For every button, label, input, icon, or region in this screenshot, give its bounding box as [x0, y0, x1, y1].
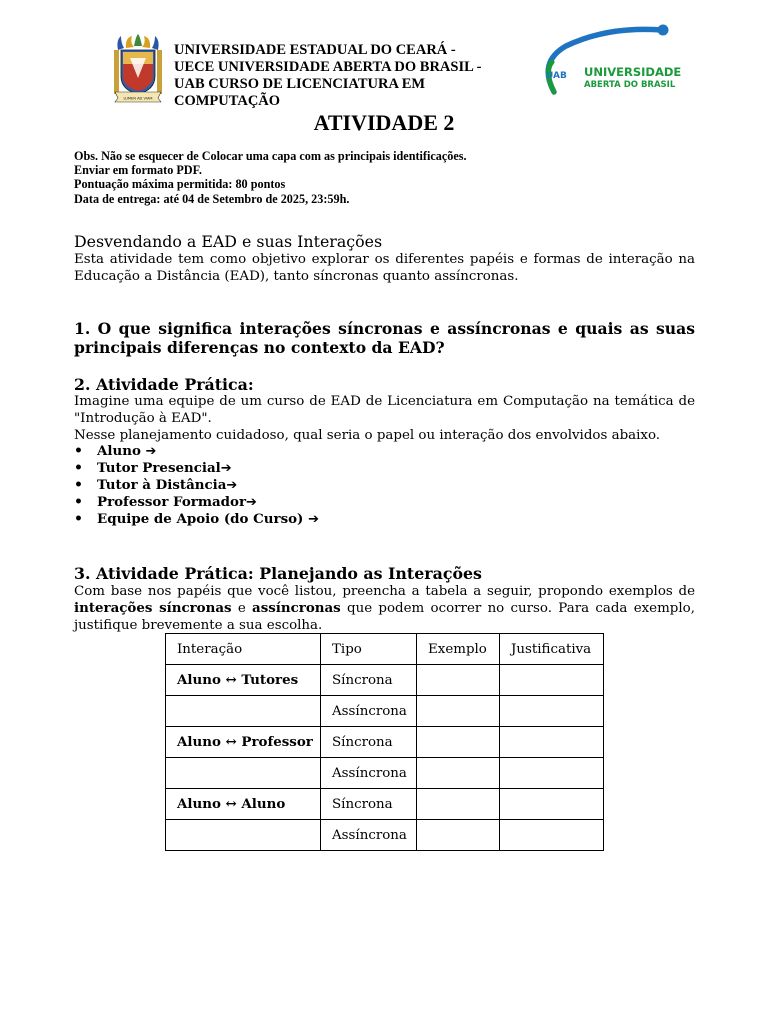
university-name-line: UAB CURSO DE LICENCIATURA EM — [174, 76, 426, 92]
instructions-notes — [74, 149, 467, 206]
question-2-text-line1: Imagine uma equipe de um curso de EAD de Licenciatura em Computação na temática de "Introdução à EAD". — [74, 394, 695, 426]
arrow-right-icon: ➔ — [226, 478, 238, 493]
table-cell-exemplo[interactable] — [417, 696, 500, 727]
question-2-heading: 2. Atividade Prática: — [74, 375, 254, 394]
table-header-row — [166, 634, 604, 665]
list-item: • Professor Formador➔ — [74, 494, 319, 511]
list-item: • Tutor Presencial➔ — [74, 460, 319, 477]
table-cell-exemplo[interactable] — [417, 665, 500, 696]
table-cell: Assíncrona — [321, 820, 417, 851]
interactions-table — [165, 633, 604, 851]
table-header-cell: Exemplo — [417, 634, 500, 665]
uab-logo-line2: ABERTA DO BRASIL — [584, 80, 676, 90]
question-2-text — [74, 393, 695, 444]
table-row — [166, 665, 604, 696]
list-item: • Aluno ➔ — [74, 443, 319, 460]
table-row — [166, 758, 604, 789]
table-cell-exemplo[interactable] — [417, 789, 500, 820]
table-cell-justificativa[interactable] — [500, 665, 604, 696]
arrow-right-icon: ➔ — [308, 512, 319, 527]
table-cell-justificativa[interactable] — [500, 696, 604, 727]
table-cell-justificativa[interactable] — [500, 758, 604, 789]
university-name — [174, 42, 524, 110]
arrow-right-icon: ➔ — [145, 444, 157, 459]
note-line: Data de entrega: até 04 de Setembro de 2025, 23:59h. — [74, 191, 350, 206]
table-row — [166, 789, 604, 820]
list-item: • Tutor à Distância➔ — [74, 477, 319, 494]
uab-logo — [538, 22, 688, 104]
list-item: • Equipe de Apoio (do Curso) ➔ — [74, 511, 319, 528]
table-cell — [166, 758, 321, 789]
table-header-cell: Justificativa — [500, 634, 604, 665]
table-cell-exemplo[interactable] — [417, 758, 500, 789]
note-line: Enviar em formato PDF. — [74, 163, 202, 178]
roles-list — [74, 443, 319, 528]
table-row — [166, 727, 604, 758]
intro-text: Esta atividade tem como objetivo explorar os diferentes papéis e formas de interação na Educação a Distância (EAD), tanto síncronas quanto assíncronas. — [74, 252, 695, 284]
arrow-right-icon: ➔ — [246, 495, 257, 510]
table-cell: Aluno ↔ Aluno — [166, 789, 321, 820]
table-cell: Aluno ↔ Professor — [166, 727, 321, 758]
table-cell-exemplo[interactable] — [417, 820, 500, 851]
page-title: ATIVIDADE 2 — [313, 110, 455, 135]
uab-logo-line1: UNIVERSIDADE — [584, 65, 682, 79]
table-cell-justificativa[interactable] — [500, 789, 604, 820]
table-cell: Síncrona — [321, 665, 417, 696]
table-cell: Síncrona — [321, 727, 417, 758]
question-1: 1. O que significa interações síncronas e assíncronas e quais as suas principais diferenças no contexto da EAD? — [74, 319, 695, 357]
question-3-heading: 3. Atividade Prática: Planejando as Interações — [74, 564, 482, 583]
table-cell — [166, 820, 321, 851]
table-cell-justificativa[interactable] — [500, 820, 604, 851]
uece-crest-logo — [112, 34, 164, 104]
university-name-line: UNIVERSIDADE ESTADUAL DO CEARÁ - — [174, 42, 456, 58]
table-cell-justificativa[interactable] — [500, 727, 604, 758]
note-line: Pontuação máxima permitida: 80 pontos — [74, 177, 286, 192]
question-3-text: Com base nos papéis que você listou, preencha a tabela a seguir, propondo exemplos de interações síncronas e assíncronas que podem ocorrer no curso. Para cada exemplo, justifique brevemente a sua escolha. — [74, 584, 695, 633]
table-cell: Aluno ↔ Tutores — [166, 665, 321, 696]
table-header-cell: Tipo — [321, 634, 417, 665]
table-cell: Assíncrona — [321, 758, 417, 789]
arrow-right-icon: ➔ — [220, 461, 232, 476]
table-cell — [166, 696, 321, 727]
university-name-line: COMPUTAÇÃO — [174, 93, 281, 109]
table-cell: Assíncrona — [321, 696, 417, 727]
table-cell-exemplo[interactable] — [417, 727, 500, 758]
table-row — [166, 696, 604, 727]
table-cell: Síncrona — [321, 789, 417, 820]
table-header-cell: Interação — [166, 634, 321, 665]
uab-logo-tag: UAB — [546, 71, 567, 81]
question-2-text-line2: Nesse planejamento cuidadoso, qual seria o papel ou interação dos envolvidos abaixo. — [74, 428, 661, 443]
university-name-line: UECE UNIVERSIDADE ABERTA DO BRASIL - — [174, 59, 482, 75]
intro-heading: Desvendando a EAD e suas Interações — [74, 232, 383, 251]
note-line: Obs. Não se esquecer de Colocar uma capa com as principais identificações. — [74, 149, 467, 163]
crest-motto: LUMEN AD VIAM — [123, 96, 153, 101]
table-row — [166, 820, 604, 851]
